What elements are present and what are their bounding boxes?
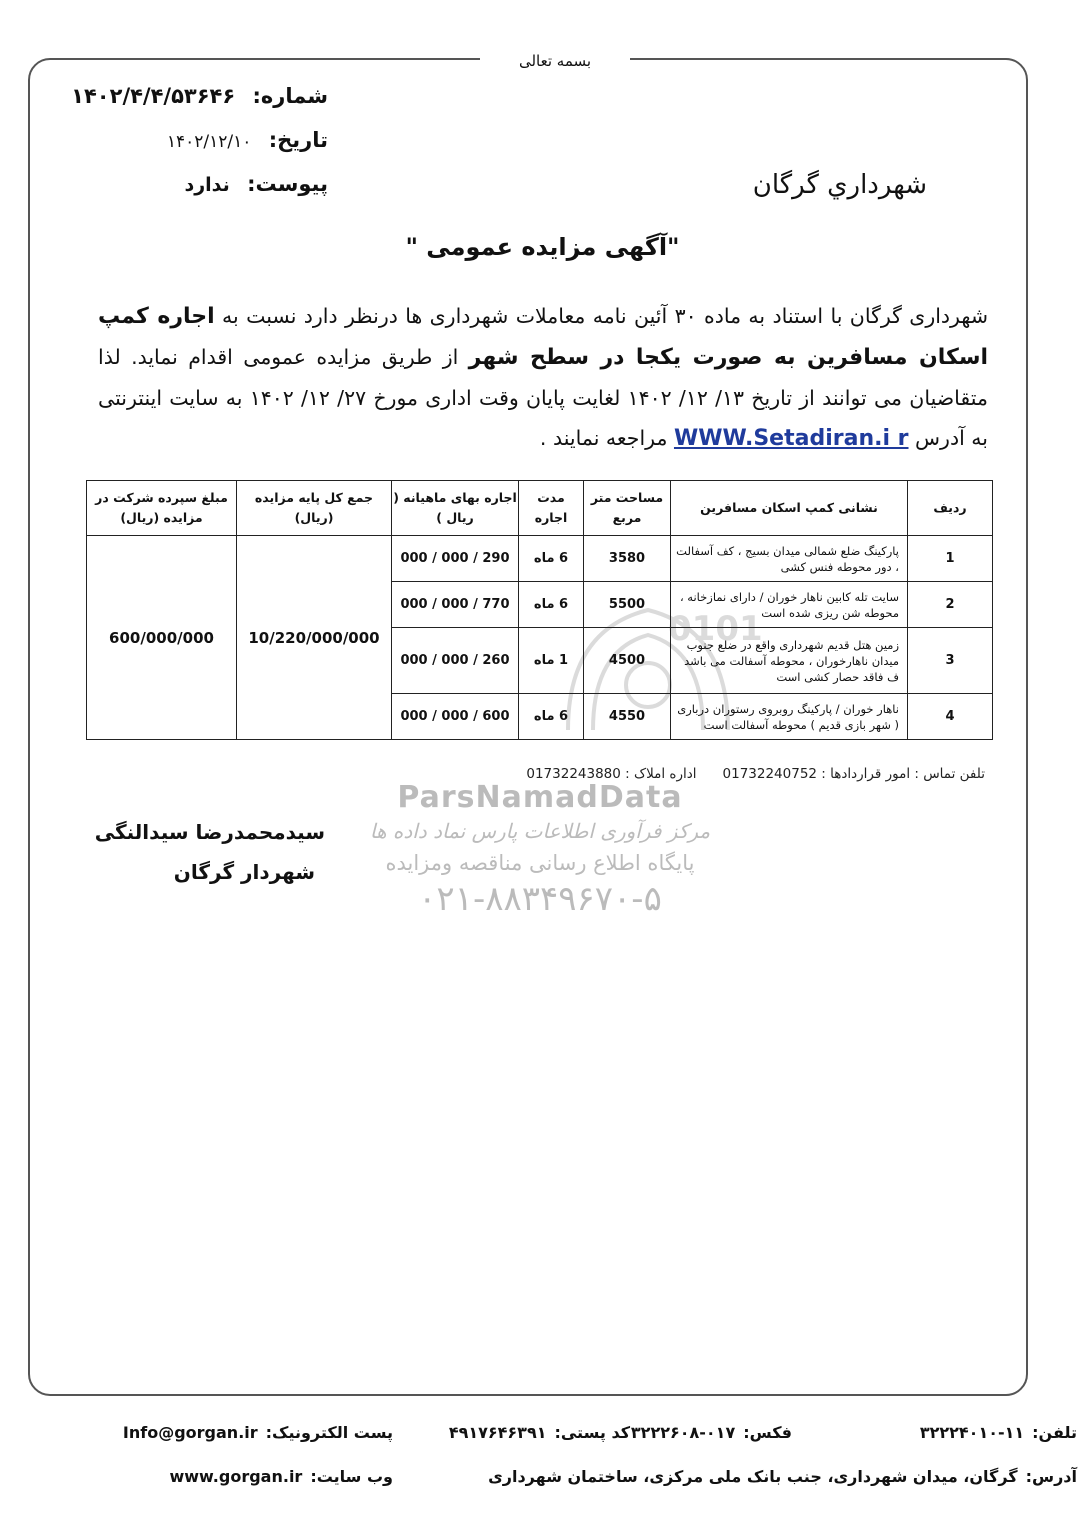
table-header-row [87,481,993,536]
area-cell: 4500 [584,628,671,694]
notice-body [98,296,988,459]
auction-items-table [86,480,993,740]
deposit-cell: 600/000/000 [87,536,237,740]
area-cell: 4550 [584,694,671,740]
footer-web-value[interactable]: www.gorgan.ir [169,1467,303,1486]
footer-address-label: آدرس: [1025,1467,1077,1486]
footer-fax [631,1423,792,1442]
footer-fax-value: ۰۱۷-۳۲۲۲۶۰۸ [630,1423,736,1442]
notice-text-1: شهرداری گرگان با استناد به ماده ۳۰ آئین نامه معاملات شهرداری ها درنظر دارد نسبت به [214,304,988,328]
footer-email [123,1423,393,1442]
col-area-header: مساحت متر مربع [584,481,671,536]
duration-cell: 6 ماه [519,536,584,582]
rent-cell: 600 / 000 / 000 [392,694,519,740]
col-row-header: ردیف [908,481,993,536]
notice-text-3: مراجعه نمایند . [539,426,674,450]
watermark-phone: ۰۲۱-۸۸۳۴۹۶۷۰-۵ [418,879,662,919]
attachment-label: پیوست: [247,172,328,196]
letter-date-label: تاریخ: [268,128,328,152]
row-number-cell: 1 [908,536,993,582]
letter-number-label: شماره: [252,84,328,108]
footer-email-label: پست الکترونیک: [265,1423,393,1442]
total-base-cell: 10/220/000/000 [237,536,392,740]
letter-number-row [71,84,328,108]
area-cell: 5500 [584,582,671,628]
col-deposit-header: مبلغ سپرده شرکت در مزایده (ریال) [87,481,237,536]
footer-phone-label: تلفن: [1032,1423,1077,1442]
location-cell: ناهار خوران / پارکینگ روبروی رستوران درباری ( شهر بازی قدیم ) محوطه آسفالت است [671,694,908,740]
attachment-value: ندارد [184,174,230,196]
duration-cell: 1 ماه [519,628,584,694]
footer-postal-label: کد پستی: [554,1423,630,1442]
parsnamad-watermark [345,780,735,919]
rent-cell: 290 / 000 / 000 [392,536,519,582]
footer-postal-code [449,1423,630,1442]
col-rent-header: اجاره بهای ماهیانه ( ریال ) [392,481,519,536]
notice-subject-bold: اجاره کمپ اسکان مسافرین به صورت یکجا در سطح شهر [98,304,988,370]
footer-website [169,1467,393,1486]
row-number-cell: 3 [908,628,993,694]
footer-address [488,1467,1077,1486]
footer-web-label: وب سایت: [310,1467,393,1486]
footer-postal-value: ۴۹۱۷۶۴۶۳۹۱ [448,1423,547,1442]
watermark-subtitle: مرکز فرآوری اطلاعات پارس نماد داده ها [369,819,711,843]
svg-text:0101: 0101 [668,609,763,649]
letter-date-value: ۱۴۰۲/۱۲/۱۰ [166,132,252,152]
duration-cell: 6 ماه [519,582,584,628]
col-total-header: جمع کل پایه مزایده (ریال) [237,481,392,536]
letter-date-row [167,128,328,152]
signer-name: سیدمحمدرضا سیدالنگی [94,820,325,844]
attachment-row [184,172,328,196]
notice-title: "آگهی مزایده عمومی " [405,233,680,261]
footer-fax-label: فکس: [743,1423,792,1442]
watermark-brand: ParsNamadData [397,780,683,815]
watermark-tagline: پایگاه اطلاع رسانی مناقصه ومزایده [385,851,695,875]
notice-text-2: از طریق مزایده عمومی اقدام نماید. لذا متقاضیان می توانند از تاریخ ۱۳/ ۱۲/ ۱۴۰۲ لغایت پایان وقت اداری مورخ ۲۷/ ۱۲/ ۱۴۰۲ به سایت اینترنتی به آدرس [98,345,988,450]
location-cell: زمین هتل قدیم شهرداری واقع در ضلع جنوب میدان ناهارخوران ، محوطه آسفالت می باشد ف فاقد حصار کشی است [671,628,908,694]
col-location-header: نشانی کمپ اسکان مسافرین [671,481,908,536]
row-number-cell: 4 [908,694,993,740]
location-cell: سایت تله کابین ناهار خوران / دارای نمازخانه ، محوطه شن ریزی شده است [671,582,908,628]
area-cell: 3580 [584,536,671,582]
organization-name: شهرداري گرگان [752,170,927,200]
footer-email-value[interactable]: Info@gorgan.ir [122,1423,258,1442]
footer-phone [920,1423,1077,1442]
col-duration-header: مدت اجاره [519,481,584,536]
basmala-heading: بسمه تعالی [480,52,630,70]
property-office-phone: اداره املاک : 01732243880 [526,766,697,782]
contracts-phone: تلفن تماس : امور قراردادها : 01732240752 [722,766,985,782]
letter-number-value: ۱۴۰۲/۴/۴/۵۳۶۴۶ [71,84,236,108]
duration-cell: 6 ماه [519,694,584,740]
rent-cell: 260 / 000 / 000 [392,628,519,694]
rent-cell: 770 / 000 / 000 [392,582,519,628]
setadiran-link[interactable]: WWW.Setadiran.i r [673,426,909,451]
footer-address-value: گرگان، میدان شهرداری، جنب بانک ملی مرکزی، ساختمان شهرداری [488,1467,1018,1486]
footer-phone-value: ۱۱-۳۲۲۲۴۰۱۰ [919,1423,1025,1442]
location-cell: پارکینگ ضلع شمالی میدان بسیج ، کف آسفالت ، دور محوطه فنس کشی [671,536,908,582]
table-row [87,536,993,582]
signer-title: شهردار گرگان [173,860,315,884]
row-number-cell: 2 [908,582,993,628]
